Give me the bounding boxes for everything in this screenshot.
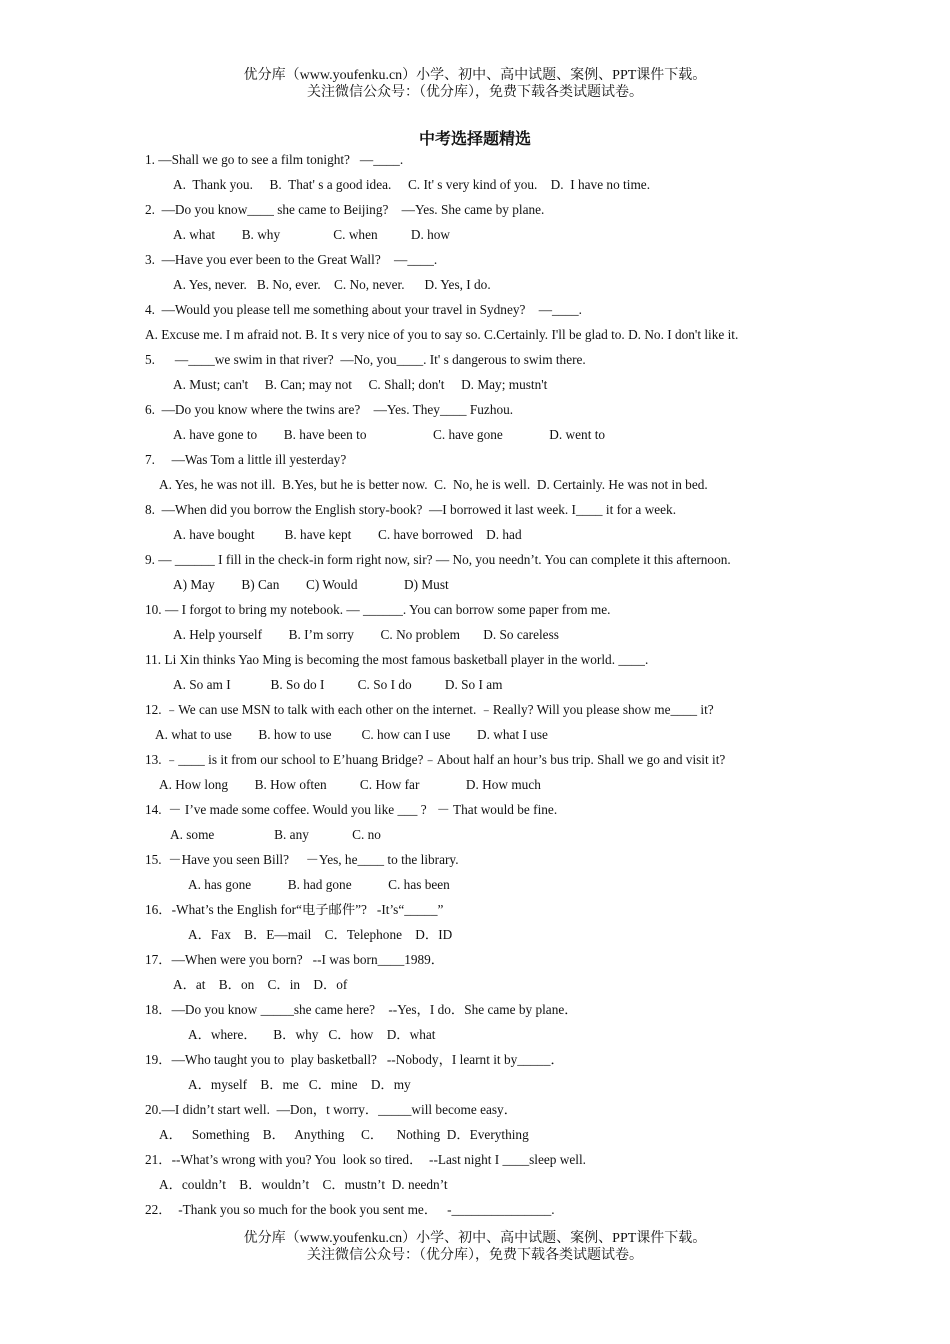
options-3: A. Yes, never. B. No, ever. C. No, never. D. Yes, I do.	[173, 277, 491, 292]
header-line-2: 关注微信公众号：（优分库），免费下载各类试题试卷。	[307, 85, 643, 100]
options-4: A. Excuse me. I m afraid not. B. It s very nice of you to say so. C.Certainly. I'll be glad to. D. No. I don't like it.	[145, 327, 739, 342]
page-header	[0, 67, 950, 101]
footer-line-1: 优分库（www.youfenku.cn）小学、初中、高中试题、案例、PPT课件下载。	[243, 1231, 707, 1246]
question-3: 3. —Have you ever been to the Great Wall? —____.	[145, 252, 438, 267]
question-2: 2. —Do you know____ she came to Beijing? —Yes. She came by plane.	[145, 202, 545, 217]
footer-line-2: 关注微信公众号：（优分库），免费下载各类试题试卷。	[307, 1248, 643, 1263]
options-5: A. Must; can't B. Can; may not C. Shall; don't D. May; mustn't	[173, 377, 548, 392]
document-title: 中考选择题精选	[418, 129, 531, 148]
options-15: A. has gone B. had gone C. has been	[188, 877, 450, 892]
options-1: A. Thank you. B. That' s a good idea. C. It' s very kind of you. D. I have no time.	[173, 177, 651, 192]
options-21: A．couldn’t B．wouldn’t C．mustn’t D. needn’t	[159, 1177, 448, 1192]
question-20: 20.—I didn’t start well. —Don，t worry．_____will become easy．	[145, 1102, 518, 1117]
options-18: A．where． B．why C．how D．what	[188, 1027, 436, 1042]
question-14: 14. － I’ve made some coffee. Would you like ___ ? － That would be fine.	[145, 802, 558, 817]
options-10: A. Help yourself B. I’m sorry C. No problem D. So careless	[173, 627, 559, 642]
header-line-1: 优分库（www.youfenku.cn）小学、初中、高中试题、案例、PPT课件下载。	[243, 68, 707, 83]
options-2: A. what B. why C. when D. how	[173, 227, 451, 242]
question-5: 5. —____we swim in that river? —No, you____. It' s dangerous to swim there.	[145, 352, 586, 367]
question-12: 12. ﹣We can use MSN to talk with each other on the internet. ﹣Really? Will you please show me____ it?	[145, 702, 714, 717]
question-21: 21．--What’s wrong with you? You look so tired． --Last night I ____sleep well.	[145, 1152, 586, 1167]
options-6: A. have gone to B. have been to C. have gone D. went to	[173, 427, 606, 442]
question-19: 19．—Who taught you to play basketball? --Nobody，I learnt it by_____．	[145, 1052, 564, 1067]
question-4: 4. —Would you please tell me something about your travel in Sydney? —____.	[145, 302, 582, 317]
question-10: 10. — I forgot to bring my notebook. — ______. You can borrow some paper from me.	[145, 602, 611, 617]
options-17: A．at B．on C．in D．of	[173, 977, 348, 992]
options-9: A) May B) Can C) Would D) Must	[173, 577, 449, 592]
question-22: 22． -Thank you so much for the book you sent me． -_______________.	[145, 1202, 555, 1217]
question-17: 17．—When were you born? --I was born____1989．	[145, 952, 445, 967]
question-16: 16．-What’s the English for“电子邮件”? -It’s“_____”	[145, 902, 444, 917]
question-6: 6. —Do you know where the twins are? —Yes. They____ Fuzhou.	[145, 402, 514, 417]
options-7: A. Yes, he was not ill. B.Yes, but he is better now. C. No, he is well. D. Certainly. He was not in bed.	[159, 477, 708, 492]
options-14: A. some B. any C. no	[170, 827, 381, 842]
question-7: 7. —Was Tom a little ill yesterday?	[145, 452, 347, 467]
question-11: 11. Li Xin thinks Yao Ming is becoming the most famous basketball player in the world. ____.	[145, 652, 649, 667]
question-18: 18．—Do you know _____she came here? --Yes，I do．She came by plane．	[145, 1002, 578, 1017]
question-13: 13. ﹣____ is it from our school to E’huang Bridge?﹣About half an hour’s bus trip. Shall we go and visit it?	[145, 752, 726, 767]
options-8: A. have bought B. have kept C. have borrowed D. had	[173, 527, 522, 542]
options-16: A．Fax B．E—mail C．Telephone D．ID	[188, 927, 453, 942]
options-12: A. what to use B. how to use C. how can I use D. what I use	[155, 727, 548, 742]
question-1: 1. —Shall we go to see a film tonight? —____.	[145, 152, 404, 167]
question-9: 9. — ______ I fill in the check-in form right now, sir? — No, you needn’t. You can complete it this afternoon.	[145, 552, 731, 567]
question-8: 8. —When did you borrow the English story-book? —I borrowed it last week. I____ it for a week.	[145, 502, 677, 517]
options-20: A． Something B． Anything C． Nothing D．Everything	[159, 1127, 529, 1142]
question-15: 15. －Have you seen Bill? －Yes, he____ to the library.	[145, 852, 459, 867]
options-19: A．myself B．me C．mine D．my	[188, 1077, 411, 1092]
options-13: A. How long B. How often C. How far D. How much	[159, 777, 541, 792]
page-footer	[0, 1230, 950, 1264]
options-11: A. So am I B. So do I C. So I do D. So I am	[173, 677, 503, 692]
